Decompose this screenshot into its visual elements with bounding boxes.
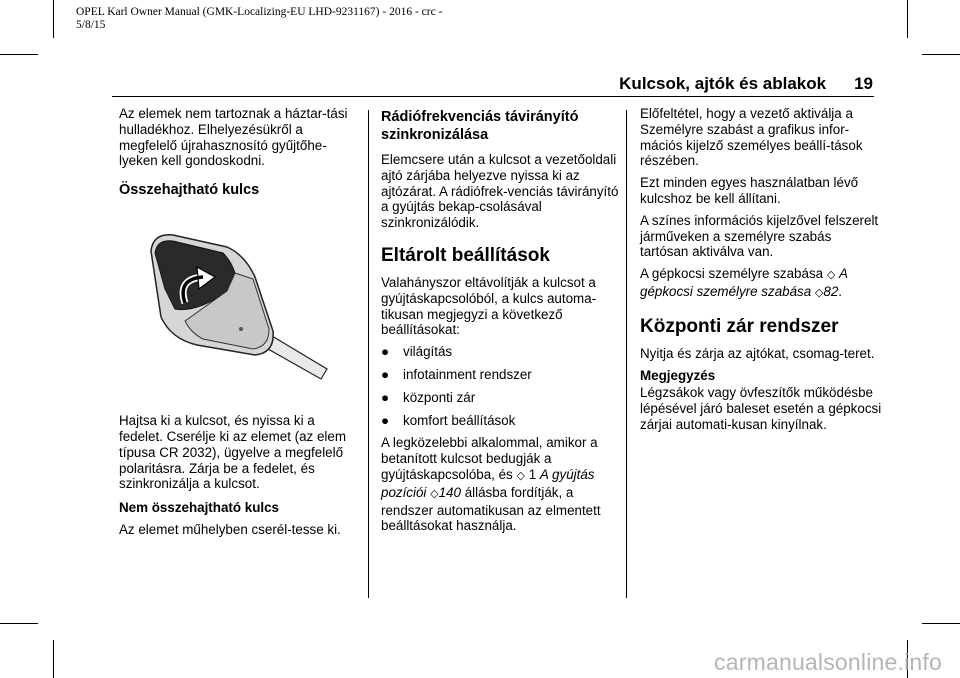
reference-number: 1: [528, 466, 537, 482]
section-heading: Rádiófrekvenciás távirányító szinkronizálása: [381, 109, 579, 143]
paragraph: [640, 266, 882, 302]
bullet-icon: ●: [381, 412, 390, 428]
section-title: Kulcsok, ajtók és ablakok: [619, 74, 827, 93]
bullet-icon: ●: [381, 344, 390, 360]
reference-arrow-icon: ◇: [814, 286, 824, 299]
page-number: 19: [854, 74, 873, 93]
crop-mark: [907, 0, 908, 38]
note-heading: Megjegyzés: [640, 367, 716, 383]
list-item: [381, 390, 623, 406]
key-button: [239, 327, 243, 331]
watermark: carmanualsonline.info: [714, 649, 942, 675]
paragraph: Elemcsere után a kulcsot a vezetőoldali ajtó zárjába helyezve nyissa ki az ajtózárat. A rádiófrek-venciás távirányító a gyújtás bekap-csolásával szinkronizálódik.: [381, 152, 619, 231]
list-item: [381, 344, 623, 360]
print-metadata-line1: OPEL Karl Owner Manual (GMK-Localizing-EU LHD-9231167) - 2016 - crc -: [76, 6, 443, 18]
column-separator: [626, 110, 627, 598]
section-heading: Összehajtható kulcs: [119, 182, 260, 199]
folding-key-illustration: [119, 207, 361, 407]
crop-mark: [0, 623, 38, 624]
print-metadata-line2: 5/8/15: [76, 19, 106, 31]
column-separator: [368, 110, 369, 598]
paragraph-text: állásba fordítják, a rendszer automatikusan az elmentett beálltásokat használja.: [381, 484, 601, 534]
paragraph: Az elemet műhelyben cserél-tesse ki.: [119, 521, 341, 537]
bullet-icon: ●: [381, 389, 390, 405]
main-heading: Eltárolt beállítások: [381, 244, 550, 266]
print-metadata: [76, 6, 442, 32]
list-item-text: világítás: [403, 344, 453, 360]
crop-mark: [53, 640, 54, 678]
reference-page: 82: [823, 283, 839, 299]
note-text: Légzsákok vagy övfeszítők működésbe lépésével járó baleset esetén a gépkocsi zárjai automati-kusan kinyílnak.: [640, 385, 882, 432]
column-2: [381, 106, 623, 540]
list-item-text: komfort beállítások: [403, 412, 516, 428]
bullet-icon: ●: [381, 366, 390, 382]
reference-page: 140: [438, 484, 461, 500]
paragraph: Előfeltétel, hogy a vezető aktiválja a Személyre szabást a grafikus infor-mációs kijelző személyes beállí-tások részében.: [640, 106, 863, 169]
column-1: [119, 106, 361, 544]
paragraph: A színes információs kijelzővel felszerelt járműveken a személyre szabás tartósan aktiválva van.: [640, 212, 879, 260]
paragraph-text: A gépkocsi személyre szabása: [640, 266, 824, 282]
column-3: [640, 106, 882, 439]
list-item-text: központi zár: [403, 389, 476, 405]
paragraph: Ezt minden egyes használatban lévő kulcshoz be kell állítani.: [640, 175, 859, 206]
reference-arrow-icon: ◇: [516, 469, 525, 482]
reference-link[interactable]: A gépkocsi személyre szabása: [640, 266, 848, 299]
crop-mark: [922, 54, 960, 55]
paragraph: Hajtsa ki a kulcsot, és nyissa ki a fedelet. Cserélje ki az elemet (az elem típusa CR 2032), ügyelve a megfelelő polaritásra. Zárja be a fedelet, és szinkronizálja a kulcsot.: [119, 413, 346, 492]
paragraph: Az elemek nem tartoznak a háztar-tási hulladékhoz. Elhelyezésükről a megfelelő újrahasznosító gyűjtőhe-lyeken kell gondoskodni.: [119, 106, 348, 169]
list-item: [381, 367, 623, 383]
reference-arrow-icon: ◇: [826, 269, 836, 282]
main-heading: Központi zár rendszer: [640, 315, 839, 337]
list-item: [381, 413, 623, 429]
reference-arrow-icon: ◇: [430, 487, 439, 500]
list-item-text: infotainment rendszer: [403, 366, 532, 382]
paragraph: Nyitja és zárja az ajtókat, csomag-teret.: [640, 345, 875, 361]
crop-mark: [922, 623, 960, 624]
subheading: Nem összehajtható kulcs: [119, 500, 279, 516]
header-rule: [112, 96, 874, 97]
running-header: [619, 74, 873, 94]
crop-mark: [0, 54, 38, 55]
paragraph: [381, 435, 623, 534]
crop-mark: [53, 0, 54, 38]
period: .: [838, 283, 843, 299]
paragraph-text: A legközelebbi alkalommal, amikor a betanított kulcsot bedugják a gyújtáskapcsolóba, és: [381, 435, 598, 482]
reference-link[interactable]: A gyújtás pozíciói: [381, 466, 595, 500]
paragraph: Valahányszor eltávolítják a kulcsot a gyújtáskapcsolóból, a kulcs automa-tikusan megjegyzi a következő beállításokat:: [381, 274, 597, 338]
